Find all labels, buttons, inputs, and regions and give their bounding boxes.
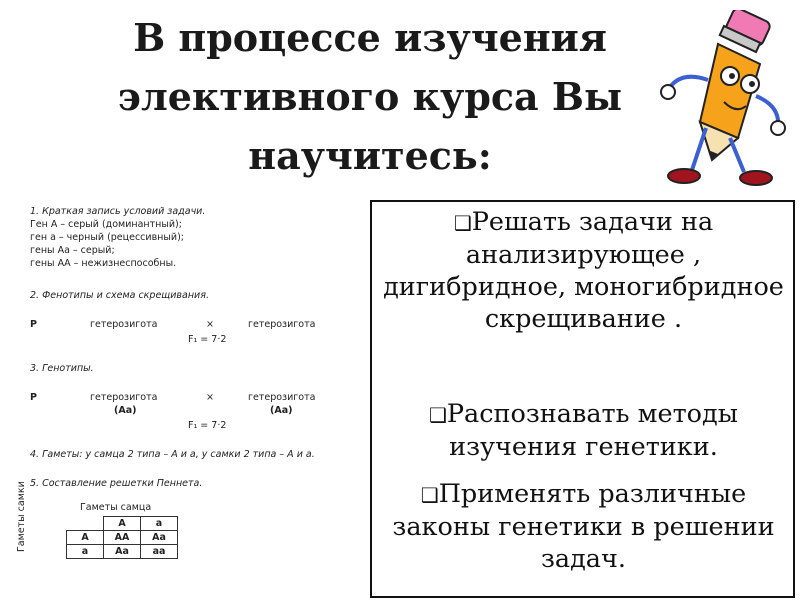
table-row — [67, 545, 178, 559]
checkbox-bullet-icon: ❑ — [428, 403, 447, 427]
female-genotype-label: гетерозигота — [90, 319, 158, 330]
section-4-gametes: 4. Гаметы: у самца 2 типа – А и а, у самки 2 типа – А и а. — [30, 449, 315, 460]
title-line-2: элективного курса Вы — [117, 74, 623, 119]
skills-box — [370, 200, 795, 598]
task-solution-panel — [16, 200, 371, 595]
cross-symbol: × — [206, 319, 214, 330]
table-cell: Аа — [141, 531, 178, 545]
skill-item-2 — [376, 398, 791, 463]
title-line-1: В процессе изучения — [133, 15, 607, 60]
male-genotype-label: гетерозигота — [248, 392, 316, 403]
punnett-square — [66, 516, 178, 559]
checkbox-bullet-icon: ❑ — [453, 211, 472, 235]
pencil-character-icon — [660, 10, 790, 190]
table-cell: аа — [141, 545, 178, 559]
f1-result-2: F₁ = 7·2 — [188, 420, 227, 431]
skill-text-2: Распознавать методы изучения генетики. — [446, 399, 739, 462]
skill-item-1 — [376, 206, 791, 335]
condition-line-1: Ген А – серый (доминантный); — [30, 219, 182, 230]
slide-title — [70, 8, 670, 185]
title-line-3: научитесь: — [248, 133, 492, 178]
table-cell: А — [67, 531, 104, 545]
male-genotype: (Аа) — [270, 405, 293, 416]
skill-text-3: Применять различные законы генетики в решении задач. — [392, 479, 775, 574]
parents-label: Р — [30, 392, 37, 403]
section-1-title: 1. Краткая запись условий задачи. — [30, 206, 206, 217]
section-3-title: 3. Генотипы. — [30, 363, 94, 374]
table-cell: а — [141, 517, 178, 531]
female-gametes-label: Гаметы самки — [16, 481, 27, 552]
female-genotype: (Аа) — [114, 405, 137, 416]
male-genotype-label: гетерозигота — [248, 319, 316, 330]
table-row — [67, 531, 178, 545]
f1-result: F₁ = 7·2 — [188, 334, 227, 345]
checkbox-bullet-icon: ❑ — [420, 483, 439, 507]
table-row — [67, 517, 178, 531]
table-cell: Аа — [104, 545, 141, 559]
table-cell: А — [104, 517, 141, 531]
cross-symbol: × — [206, 392, 214, 403]
table-cell: а — [67, 545, 104, 559]
parents-label: Р — [30, 319, 37, 330]
section-2-title: 2. Фенотипы и схема скрещивания. — [30, 290, 209, 301]
female-genotype-label: гетерозигота — [90, 392, 158, 403]
condition-line-2: ген а – черный (рецессивный); — [30, 232, 184, 243]
skill-text-1: Решать задачи на анализирующее , дигибридное, моногибридное скрещивание . — [383, 207, 784, 334]
male-gametes-label: Гаметы самца — [80, 502, 152, 513]
table-cell: АА — [104, 531, 141, 545]
condition-line-4: гены АА – нежизнеспособны. — [30, 258, 177, 269]
condition-line-3: гены Аа – серый; — [30, 245, 115, 256]
section-5-title: 5. Составление решетки Пеннета. — [30, 478, 203, 489]
skill-item-3 — [376, 478, 791, 575]
